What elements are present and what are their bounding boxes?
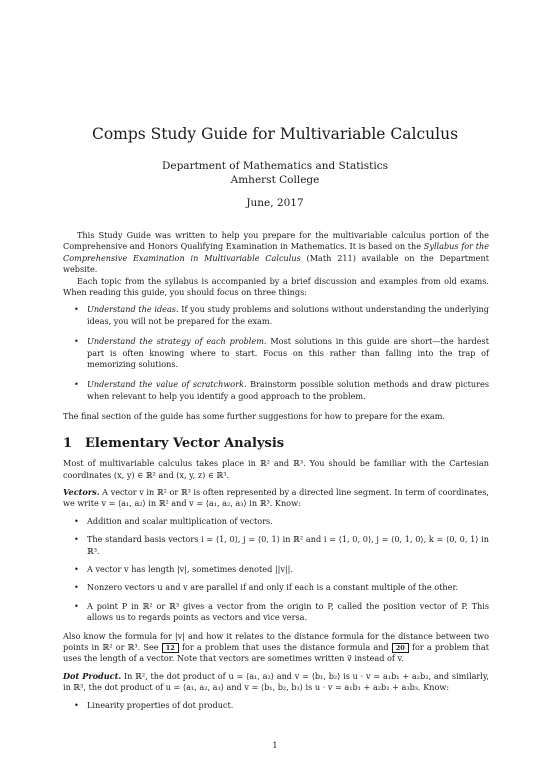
vector-fact-item: • A vector v has length |v|, sometimes denoted ||v||. [63, 564, 489, 575]
section-heading [63, 435, 489, 451]
focus-item-text: Most solutions in this guide are short—the hardest part is often knowing where to start. Focus on this rather than falling into the trap of memorizing solutions. [87, 336, 489, 370]
vector-fact-item: • A point P in ℝ² or ℝ³ gives a vector from the origin to P, called the position vector of P. This allows us to regards points as vectors and vice versa. [63, 601, 489, 624]
focus-item [63, 336, 489, 370]
syllabus-title: Syllabus for the Comprehensive Examination in Multivariable Calculus [63, 241, 490, 263]
focus-item [63, 379, 489, 402]
length-text: for a problem that uses the distance formula and [178, 641, 392, 652]
section-paragraph: Most of multivariable calculus takes place in ℝ² and ℝ³. You should be familiar with the Cartesian coordinates (x, y) ∈ ℝ² and (x, y, z) ∈ ℝ³. [63, 458, 489, 480]
vector-fact-item: • The standard basis vectors i = ⟨1, 0⟩, j = ⟨0, 1⟩ in ℝ² and i = ⟨1, 0, 0⟩, j = ⟨0, 1, 0⟩, k = ⟨0, 0, 1⟩ in ℝ³. [63, 534, 489, 557]
focus-item-text: Brainstorm possible solution methods and draw pictures when relevant to help you identify a good approach to the problem. [87, 379, 489, 401]
vectors-text: A vector v in ℝ² or ℝ³ is often represented by a directed line segment. In term of coordinates, we write v = ⟨a₁, a₂⟩ in ℝ² and v = ⟨a₁, a₂, a₃⟩ in ℝ³. Know: [63, 486, 489, 509]
focus-item-lead: Understand the ideas. [87, 304, 179, 315]
dot-product-heading: Dot Product. [63, 670, 122, 681]
dot-product-text: In ℝ², the dot product of u = ⟨a₁, a₂⟩ and v = ⟨b₁, b₂⟩ is u · v = a₁b₁ + a₂b₂, and similarly, in ℝ³, the dot product of u = ⟨a₁, a₂, a₃⟩ and v = ⟨b₁, b₂, b₃⟩ is u · v = a₁b₁ + a₂b₂ + a₃b₃. Know: [63, 670, 489, 693]
title-block [0, 125, 550, 209]
problem-ref-link[interactable]: 12 [162, 643, 179, 653]
dot-product-item: • Linearity properties of dot product. [63, 700, 489, 711]
section-title: Elementary Vector Analysis [85, 435, 285, 451]
length-text: Also know the formula for |v| and how it relates to the distance formula for the distance between two points in ℝ² or ℝ³. See [63, 630, 489, 652]
intro-text-end: (Math 211) available on the Department website. [63, 252, 489, 275]
intro-paragraph-2: Each topic from the syllabus is accompanied by a brief discussion and examples from old exams. When reading this guide, you should focus on three things: [63, 275, 489, 298]
document-date: June, 2017 [246, 197, 304, 209]
page-number: 1 [272, 741, 278, 751]
intro-text: This Study Guide was written to help you prepare for the multivariable calculus portion of the Comprehensive and Honors Qualifying Examination in Mathematics. It is based on the [63, 230, 489, 252]
document-title: Comps Study Guide for Multivariable Calculus [91, 125, 459, 143]
focus-item-lead: Understand the value of scratchwork. [87, 379, 247, 390]
college-name: Amherst College [230, 174, 320, 186]
focus-list [63, 304, 489, 402]
focus-item-lead: Understand the strategy of each problem. [87, 336, 267, 347]
vectors-paragraph [63, 487, 489, 510]
vector-facts-list [63, 516, 489, 624]
focus-item [63, 304, 489, 327]
department-name: Department of Mathematics and Statistics [161, 160, 389, 172]
length-paragraph [63, 631, 489, 665]
affiliation [0, 159, 550, 187]
length-text: for a problem that uses the length of a vector. Note that vectors are sometimes written v⃗ instead of v. [63, 641, 489, 664]
dot-product-list [63, 700, 489, 711]
problem-ref-link[interactable]: 20 [392, 643, 409, 653]
intro-paragraph-1 [63, 230, 489, 276]
document-body [63, 230, 489, 718]
vectors-heading: Vectors. [63, 486, 100, 497]
vector-fact-item: • Addition and scalar multiplication of vectors. [63, 516, 489, 527]
intro-final-paragraph: The final section of the guide has some further suggestions for how to prepare for the exam. [63, 411, 445, 422]
focus-item-text: If you study problems and solutions without understanding the underlying ideas, you will not be prepared for the exam. [87, 304, 489, 326]
section-number: 1 [63, 435, 73, 451]
dot-product-paragraph [63, 671, 489, 694]
vector-fact-item: • Nonzero vectors u and v are parallel if and only if each is a constant multiple of the other. [63, 582, 489, 593]
